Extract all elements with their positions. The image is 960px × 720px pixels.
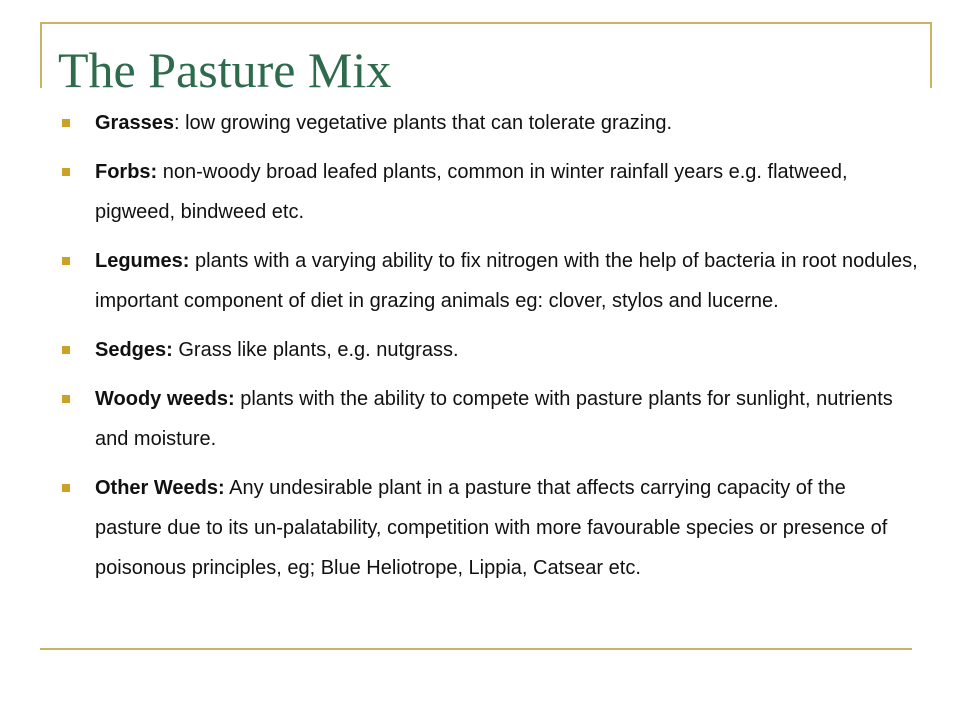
bullet-text: plants with the ability to compete with pasture plants for sunlight, nutrients and moisture. (95, 388, 893, 450)
frame-bottom-line (40, 648, 912, 650)
bullet-item-legumes (58, 241, 918, 321)
square-bullet-icon (62, 119, 70, 127)
square-bullet-icon (62, 346, 70, 354)
bullet-term: Woody weeds: (95, 388, 235, 410)
slide-title: The Pasture Mix (58, 42, 392, 98)
frame-left-line (40, 22, 42, 88)
bullet-item-woody-weeds (58, 379, 918, 459)
bullet-text: Any undesirable plant in a pasture that affects carrying capacity of the pasture due to its un-palatability, competition with more favourable species or presence of poisonous principles, eg; Blue Heliotrope, Lippia, Catsear etc. (95, 477, 888, 579)
bullet-term: Other Weeds: (95, 477, 225, 499)
square-bullet-icon (62, 168, 70, 176)
bullet-list (58, 103, 918, 597)
bullet-text: Grass like plants, e.g. nutgrass. (172, 339, 459, 361)
bullet-item-other-weeds (58, 468, 918, 588)
frame-right-line (930, 22, 932, 88)
bullet-item-sedges (58, 330, 918, 370)
bullet-term: Legumes: (95, 250, 190, 272)
frame-top-line (40, 22, 932, 24)
bullet-term: Sedges: (95, 339, 173, 361)
bullet-term: Grasses (95, 112, 174, 134)
bullet-term: Forbs: (95, 161, 158, 183)
bullet-text: non-woody broad leafed plants, common in winter rainfall years e.g. flatweed, pigweed, bindweed etc. (95, 161, 848, 223)
bullet-item-grasses (58, 103, 918, 143)
square-bullet-icon (62, 257, 70, 265)
bullet-text: plants with a varying ability to fix nitrogen with the help of bacteria in root nodules, important component of diet in grazing animals eg: clover, stylos and lucerne. (95, 250, 918, 312)
square-bullet-icon (62, 484, 70, 492)
square-bullet-icon (62, 395, 70, 403)
bullet-text: : low growing vegetative plants that can tolerate grazing. (173, 112, 673, 134)
bullet-item-forbs (58, 152, 918, 232)
